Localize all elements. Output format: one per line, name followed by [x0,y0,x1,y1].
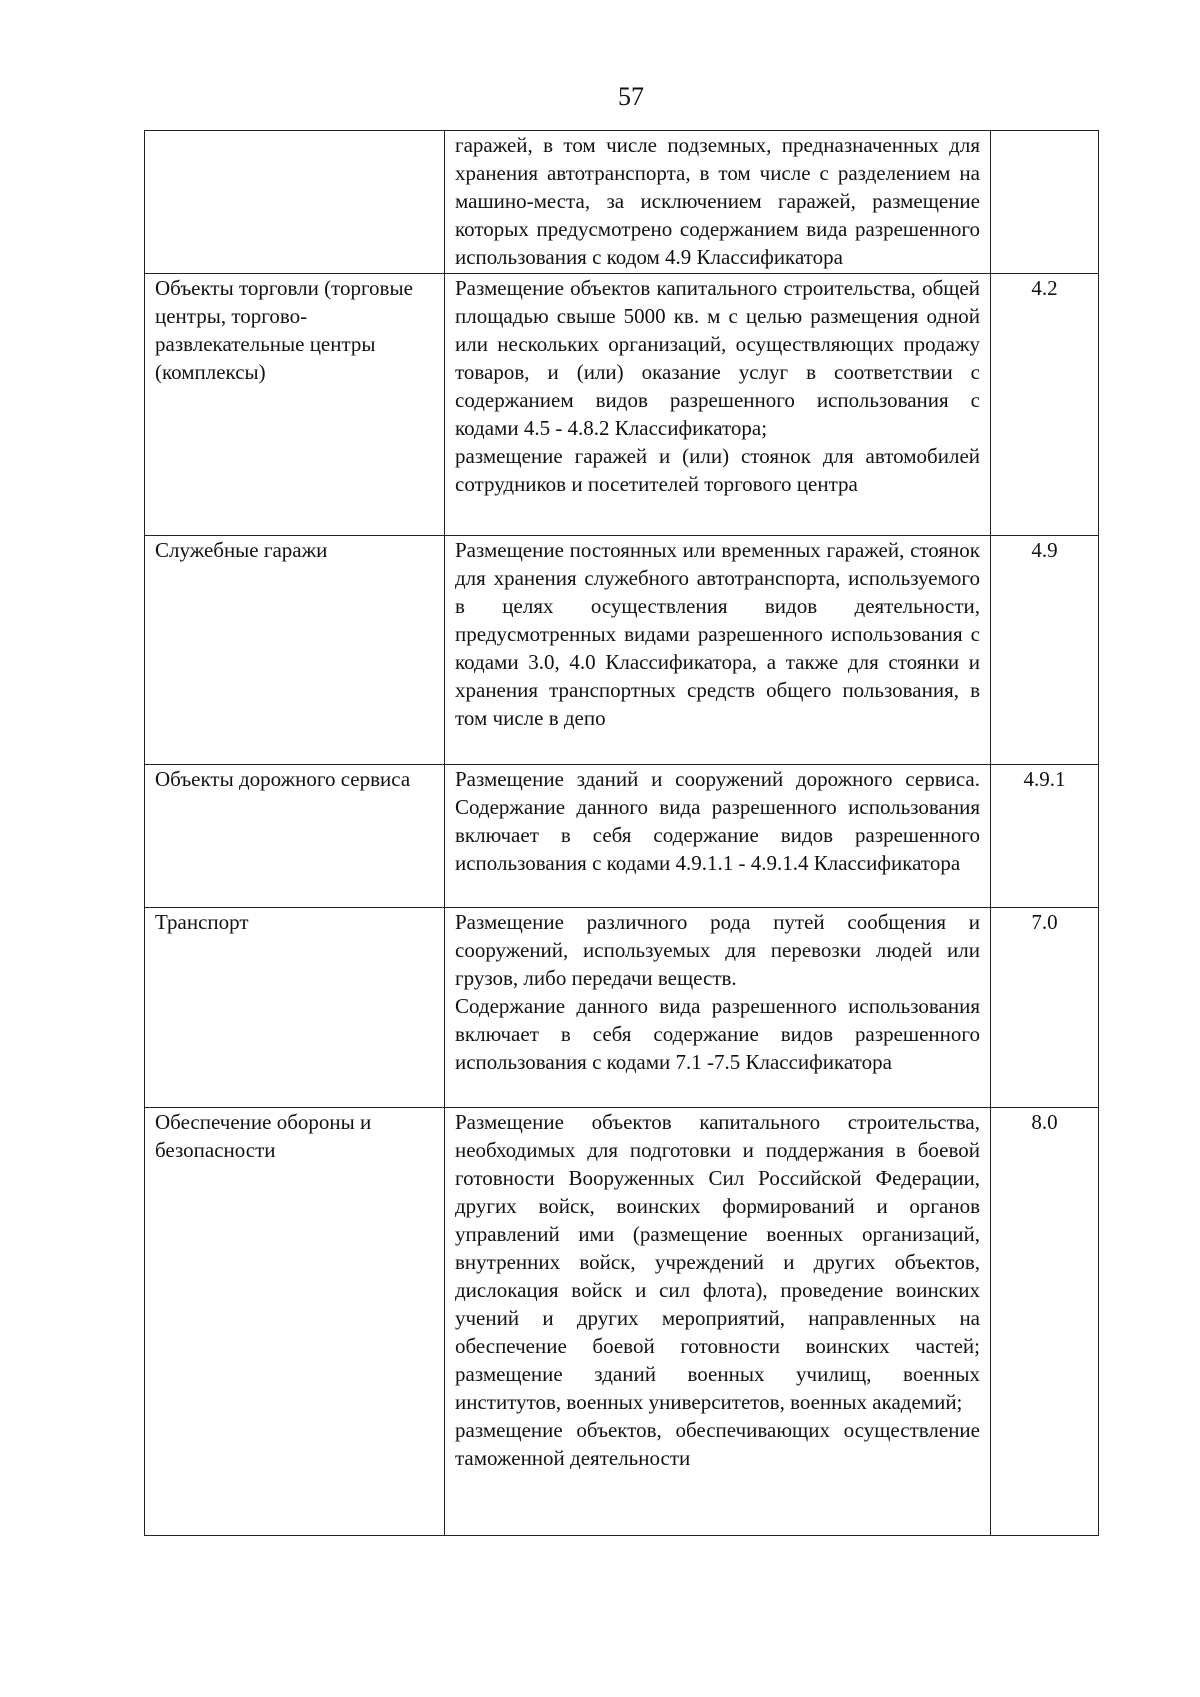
use-code-cell: 4.9.1 [991,765,1099,908]
description-paragraph: Размещение различного рода путей сообщения и сооружений, используемых для перевозки людей или грузов, либо передачи веществ. [455,910,980,990]
use-name-cell: Служебные гаражи [145,536,445,765]
use-code-cell: 7.0 [991,908,1099,1108]
use-name-cell: Объекты торговли (торговые центры, торгово-развлекательные центры (комплексы) [145,274,445,536]
description-paragraph: Содержание данного вида разрешенного использования включает в себя содержание видов разрешенного использования с кодами 7.1 -7.5 Классификатора [455,994,980,1074]
use-description-cell [445,274,991,536]
use-name-cell [145,131,445,274]
use-description-cell [445,536,991,765]
description-paragraph: размещение объектов, обеспечивающих осуществление таможенной деятельности [455,1418,980,1470]
use-name-cell: Обеспечение обороны и безопасности [145,1108,445,1536]
use-code-cell: 8.0 [991,1108,1099,1536]
use-name-cell: Транспорт [145,908,445,1108]
description-paragraph: Размещение объектов капитального строительства, общей площадью свыше 5000 кв. м с целью размещения одной или нескольких организаций, осуществляющих продажу товаров, и (или) оказание услуг в соответствии с содержанием видов разрешенного использования с кодами 4.5 - 4.8.2 Классификатора; [455,276,980,440]
description-paragraph: гаражей, в том числе подземных, предназначенных для хранения автотранспорта, в том числе с разделением на машино-места, за исключением гаражей, размещение которых предусмотрено содержанием вида разрешенного использования с кодом 4.9 Классификатора [455,133,980,269]
table-row [145,765,1099,908]
use-description-cell [445,131,991,274]
table-row [145,131,1099,274]
use-description-cell [445,908,991,1108]
table-row [145,1108,1099,1536]
use-name-cell: Объекты дорожного сервиса [145,765,445,908]
description-paragraph: Размещение объектов капитального строительства, необходимых для подготовки и поддержания в боевой готовности Вооруженных Сил Российской Федерации, других войск, воинских формирований и органов управлений ими (размещение военных организаций, внутренних войск, учреждений и других объектов, дислокация войск и сил флота), проведение воинских учений и других мероприятий, направленных на обеспечение боевой готовности воинских частей; размещение зданий военных училищ, военных институтов, военных университетов, военных академий; [455,1110,980,1414]
land-use-table [144,130,1099,1536]
description-paragraph: Размещение зданий и сооружений дорожного сервиса. Содержание данного вида разрешенного использования включает в себя содержание видов разрешенного использования с кодами 4.9.1.1 - 4.9.1.4 Классификатора [455,767,980,875]
table-row [145,536,1099,765]
description-paragraph: размещение гаражей и (или) стоянок для автомобилей сотрудников и посетителей торгового центра [455,444,980,496]
use-description-cell [445,1108,991,1536]
table-row [145,274,1099,536]
table-row [145,908,1099,1108]
use-code-cell [991,131,1099,274]
page-number: 57 [618,82,644,111]
description-paragraph: Размещение постоянных или временных гаражей, стоянок для хранения служебного автотранспорта, используемого в целях осуществления видов деятельности, предусмотренных видами разрешенного использования с кодами 3.0, 4.0 Классификатора, а также для стоянки и хранения транспортных средств общего пользования, в том числе в депо [455,538,980,730]
use-code-cell: 4.9 [991,536,1099,765]
use-code-cell: 4.2 [991,274,1099,536]
use-description-cell [445,765,991,908]
